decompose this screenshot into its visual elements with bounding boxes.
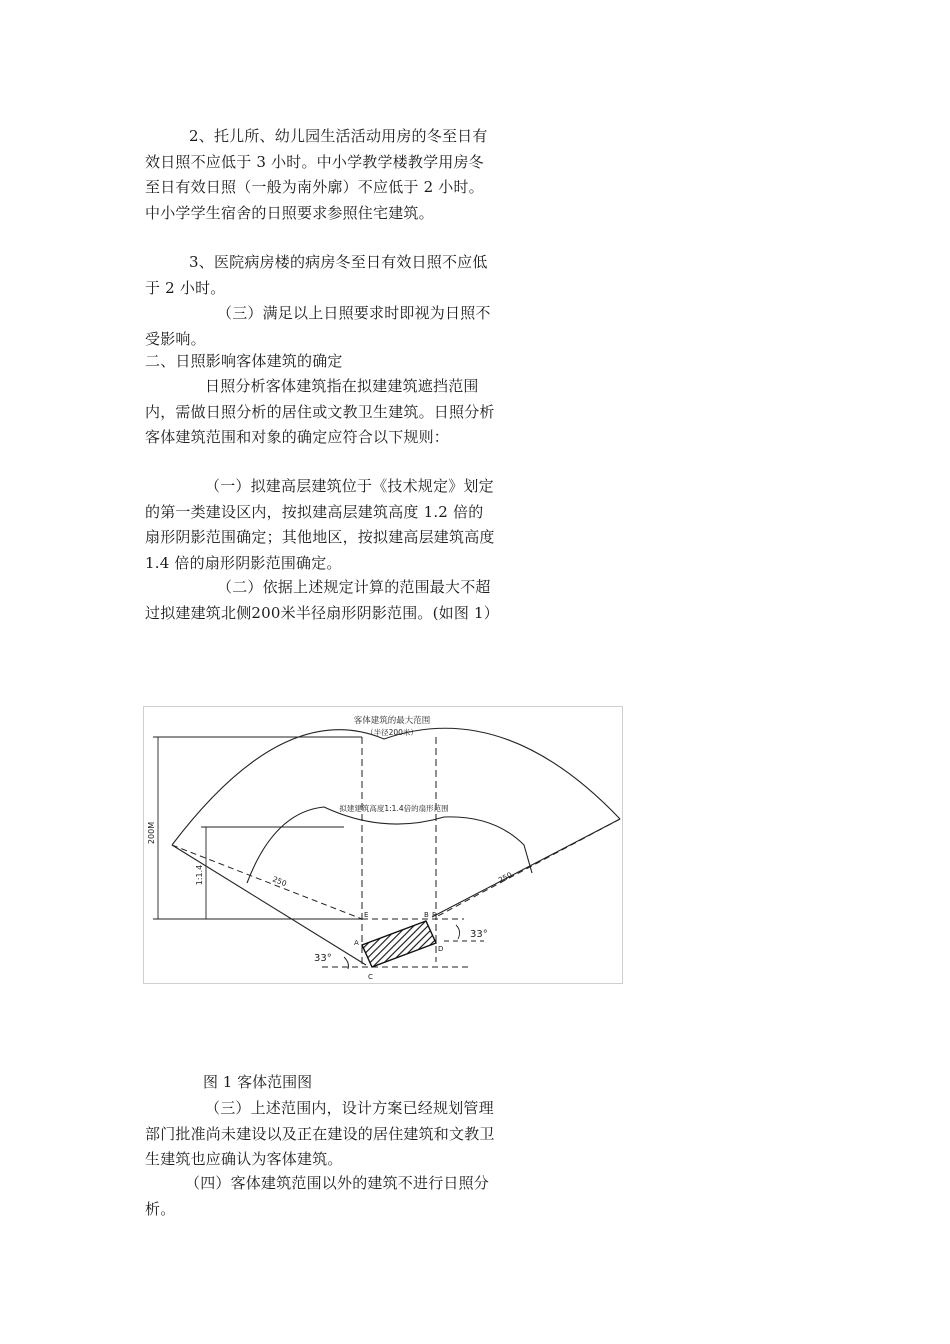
point-label-d: D bbox=[438, 945, 444, 953]
paragraph-sunlight-ok: （三）满足以上日照要求时即视为日照不受影响。 bbox=[145, 304, 491, 348]
paragraph-object-definition: 日照分析客体建筑指在拟建建筑遮挡范围内，需做日照分析的居住或文教卫生建筑。日照分析客体建筑范围和对象的确定应符合以下规则： bbox=[145, 377, 495, 446]
point-label-e: E bbox=[364, 911, 369, 919]
paragraph-rule-4: （四）客体建筑范围以外的建筑不进行日照分析。 bbox=[145, 1174, 490, 1218]
section-heading-2: 二、日照影响客体建筑的确定 bbox=[145, 352, 343, 370]
point-label-b: B bbox=[424, 911, 429, 919]
paragraph-rule-1: （一）拟建高层建筑位于《技术规定》划定的第一类建设区内，按拟建高层建筑高度 1.2 倍的扇形阴影范围确定；其他地区，按拟建高层建筑高度 1.4 倍的扇形阴影范围确定。 bbox=[145, 477, 495, 572]
diagram-svg bbox=[144, 707, 622, 983]
point-label-c: C bbox=[368, 973, 373, 981]
inner-range-label: 拟建建筑高度1:1.4倍的扇形范围 bbox=[339, 804, 449, 813]
outer-range-label: 客体建筑的最大范围 bbox=[353, 716, 431, 726]
figure-object-range-diagram bbox=[143, 706, 623, 984]
outer-fan-arc bbox=[172, 728, 620, 845]
outer-range-sublabel: （半径200米） bbox=[366, 728, 418, 737]
proposed-building bbox=[362, 921, 436, 967]
radius-label-right: 250 bbox=[496, 870, 514, 885]
angle-label-right: 33° bbox=[470, 929, 488, 940]
point-label-a: A bbox=[354, 939, 359, 947]
dimension-label-outer: 200M bbox=[147, 821, 156, 845]
angle-label-left: 33° bbox=[314, 953, 332, 964]
paragraph-rule-3: （三）上述范围内，设计方案已经规划管理部门批准尚未建设以及正在建设的居住建筑和文教卫生建筑也应确认为客体建筑。 bbox=[145, 1099, 495, 1168]
outer-fan-left-side bbox=[172, 845, 369, 965]
paragraph-rule-2: （二）依据上述规定计算的范围最大不超过拟建建筑北侧200米半径扇形阴影范围。(如图 1） bbox=[145, 578, 499, 622]
point-label-f: F bbox=[432, 911, 437, 919]
figure-caption: 图 1 客体范围图 bbox=[203, 1073, 313, 1091]
paragraph-kindergarten: 2、托儿所、幼儿园生活活动用房的冬至日有效日照不应低于 3 小时。中小学教学楼教学用房冬至日有效日照（一般为南外廓）不应低于 2 小时。中小学学生宿舍的日照要求参照住宅建筑。 bbox=[145, 127, 488, 222]
angle-arc-right bbox=[456, 925, 460, 939]
radius-label-left: 250 bbox=[271, 874, 288, 889]
paragraph-hospital: 3、医院病房楼的病房冬至日有效日照不应低于 2 小时。 bbox=[145, 253, 488, 297]
dimension-label-inner: 1:1.4 bbox=[195, 864, 204, 886]
inner-fan-arc bbox=[247, 807, 532, 883]
radius-right-dashed bbox=[436, 819, 620, 917]
